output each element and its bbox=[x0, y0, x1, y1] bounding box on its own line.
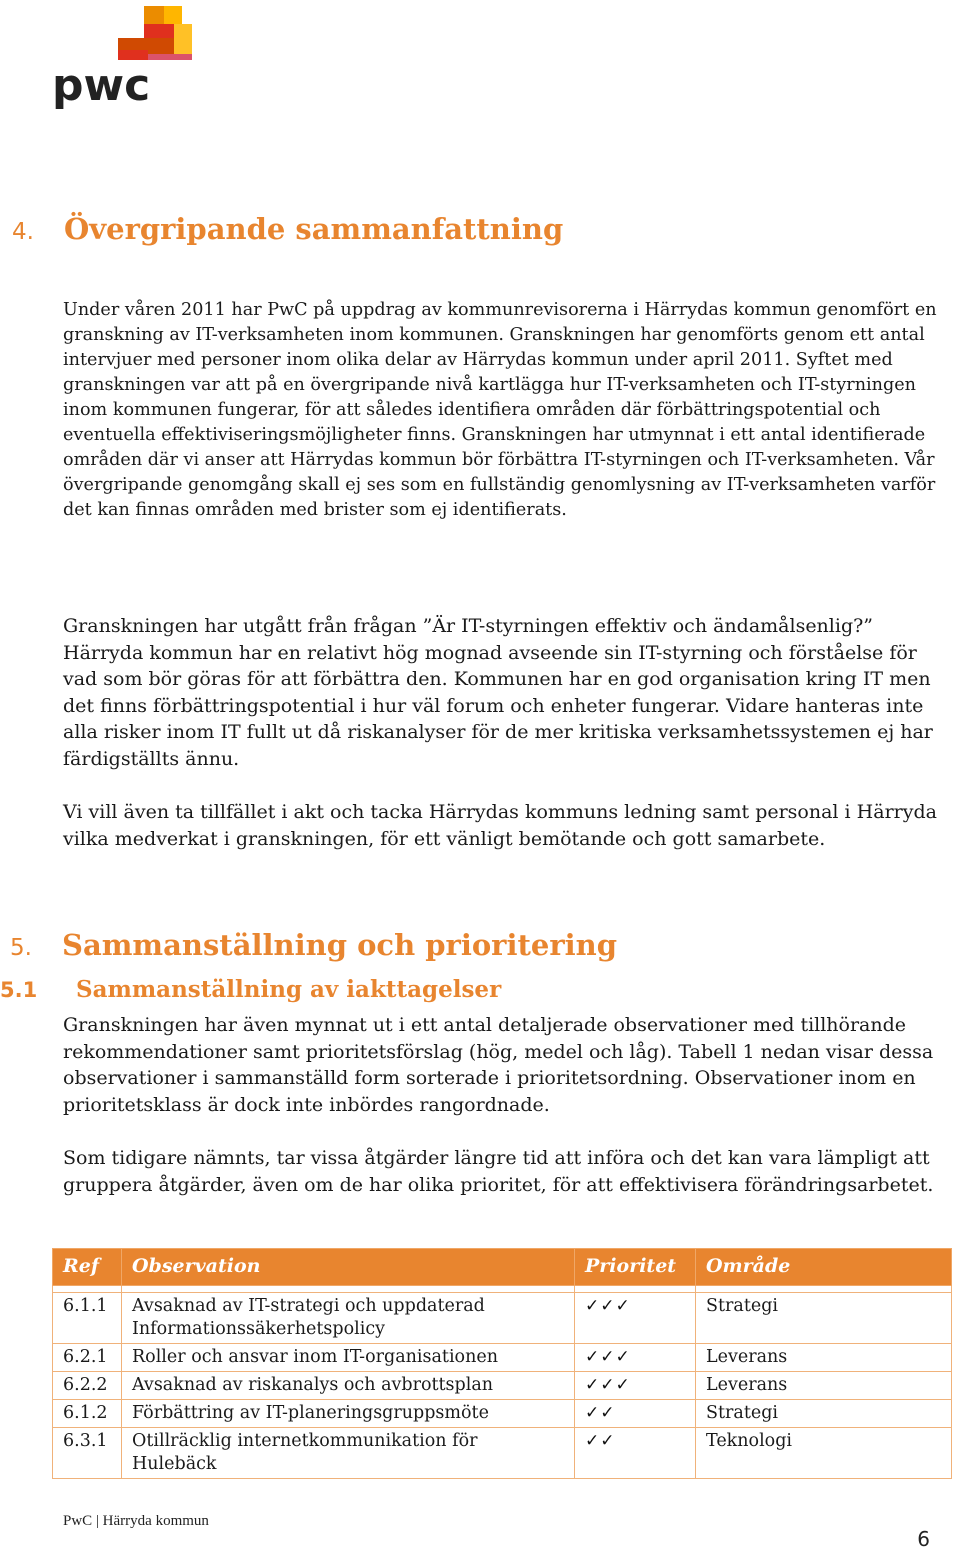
cell-priority-checkmarks: ✓✓ bbox=[575, 1400, 696, 1428]
subsection-number: 5.1 bbox=[0, 978, 38, 1002]
header-observation: Observation bbox=[122, 1249, 575, 1286]
cell-ref: 6.3.1 bbox=[53, 1428, 122, 1479]
table-spacer bbox=[53, 1286, 952, 1293]
page-number: 6 bbox=[917, 1527, 930, 1551]
table-row bbox=[53, 1293, 952, 1344]
cell-observation: Förbättring av IT-planeringsgruppsmöte bbox=[122, 1400, 575, 1428]
cell-observation: Avsaknad av IT-strategi och uppdaterad Informationssäkerhetspolicy bbox=[122, 1293, 575, 1344]
summary-paragraph-1: Under våren 2011 har PwC på uppdrag av kommunrevisorerna i Härrydas kommun genomfört en granskning av IT-verksamheten inom kommunen. Granskningen har genomförts genom ett antal intervjuer med personer inom olika delar av Härrydas kommun under april 2011. Syftet med granskningen var att på en övergripande nivå kartlägga hur IT-verksamheten och IT-styrningen inom kommunen fungerar, för att således identifiera områden där förbättringspotential och eventuella effektiviseringsmöjligheter finns. Granskningen har utmynnat i ett antal identifierade områden där vi anser att Härrydas kommun bör förbättra IT-styrningen och IT-verksamheten. Vår övergripande genomgång skall ej ses som en fullständig genomlysning av IT-verksamheten varför det kan finnas områden med brister som ej identifierats. bbox=[63, 300, 937, 520]
cell-observation: Avsaknad av riskanalys och avbrottsplan bbox=[122, 1372, 575, 1400]
cell-area: Leverans bbox=[696, 1344, 952, 1372]
cell-area: Strategi bbox=[696, 1400, 952, 1428]
table-header-row bbox=[53, 1249, 952, 1286]
section-title: Sammanställning och prioritering bbox=[62, 928, 617, 962]
table-row bbox=[53, 1428, 952, 1479]
cell-area: Leverans bbox=[696, 1372, 952, 1400]
header-area: Område bbox=[696, 1249, 952, 1286]
cell-area: Teknologi bbox=[696, 1428, 952, 1479]
page-footer: PwC | Härryda kommun bbox=[63, 1513, 209, 1529]
subsection-5-1-heading bbox=[0, 976, 501, 1003]
section-5-heading bbox=[12, 928, 617, 962]
pwc-logo bbox=[52, 6, 194, 112]
observations-paragraph-2: Som tidigare nämnts, tar vissa åtgärder längre tid att införa och det kan vara lämpligt att gruppera åtgärder, även om de har olika prioritet, för att effektivisera förändringsarbetet. bbox=[63, 1147, 934, 1196]
header-priority: Prioritet bbox=[575, 1249, 696, 1286]
table-row bbox=[53, 1400, 952, 1428]
section-4-heading bbox=[12, 212, 563, 246]
cell-priority-checkmarks: ✓✓✓ bbox=[575, 1293, 696, 1344]
subsection-title: Sammanställning av iakttagelser bbox=[76, 976, 502, 1003]
cell-priority-checkmarks: ✓✓ bbox=[575, 1428, 696, 1479]
svg-text:pwc: pwc bbox=[52, 60, 151, 111]
section-number: 4. bbox=[12, 219, 34, 245]
observations-paragraph-1: Granskningen har även mynnat ut i ett antal detaljerade observationer med tillhörande rekommendationer samt prioritetsförslag (hög, medel och låg). Tabell 1 nedan visar dessa observationer i sammanställd form sorterade i prioritetsordning. Observationer inom en prioritetsklass är dock inte inbördes rangordnade. bbox=[63, 1014, 934, 1116]
section-number: 5. bbox=[10, 935, 32, 961]
header-ref: Ref bbox=[53, 1249, 122, 1286]
summary-paragraph-2: Granskningen har utgått från frågan ”Är IT-styrningen effektiv och ändamålsenlig?” Härryda kommun har en relativt hög mognad avseende sin IT-styrning och förståelse för vad som bör göras för att förbättra den. Kommunen har en god organisation kring IT men det finns förbättringspotential i hur väl forum och enheter fungerar. Vidare hanteras inte alla risker inom IT fullt ut då riskanalyser för de mer kritiska verksamhetssystemen ej har färdigställts ännu. bbox=[63, 615, 933, 770]
cell-ref: 6.2.1 bbox=[53, 1344, 122, 1372]
table-row bbox=[53, 1372, 952, 1400]
cell-observation: Otillräcklig internetkommunikation för Hulebäck bbox=[122, 1428, 575, 1479]
cell-priority-checkmarks: ✓✓✓ bbox=[575, 1344, 696, 1372]
cell-area: Strategi bbox=[696, 1293, 952, 1344]
cell-priority-checkmarks: ✓✓✓ bbox=[575, 1372, 696, 1400]
cell-observation: Roller och ansvar inom IT-organisationen bbox=[122, 1344, 575, 1372]
cell-ref: 6.1.1 bbox=[53, 1293, 122, 1344]
summary-paragraph-3: Vi vill även ta tillfället i akt och tacka Härrydas kommuns ledning samt personal i Härryda vilka medverkat i granskningen, för ett vänligt bemötande och gott samarbete. bbox=[63, 801, 937, 850]
section-title: Övergripande sammanfattning bbox=[64, 212, 564, 246]
table-row bbox=[53, 1344, 952, 1372]
pwc-logo-mark bbox=[52, 6, 194, 112]
cell-ref: 6.1.2 bbox=[53, 1400, 122, 1428]
cell-ref: 6.2.2 bbox=[53, 1372, 122, 1400]
observations-table bbox=[52, 1248, 952, 1479]
